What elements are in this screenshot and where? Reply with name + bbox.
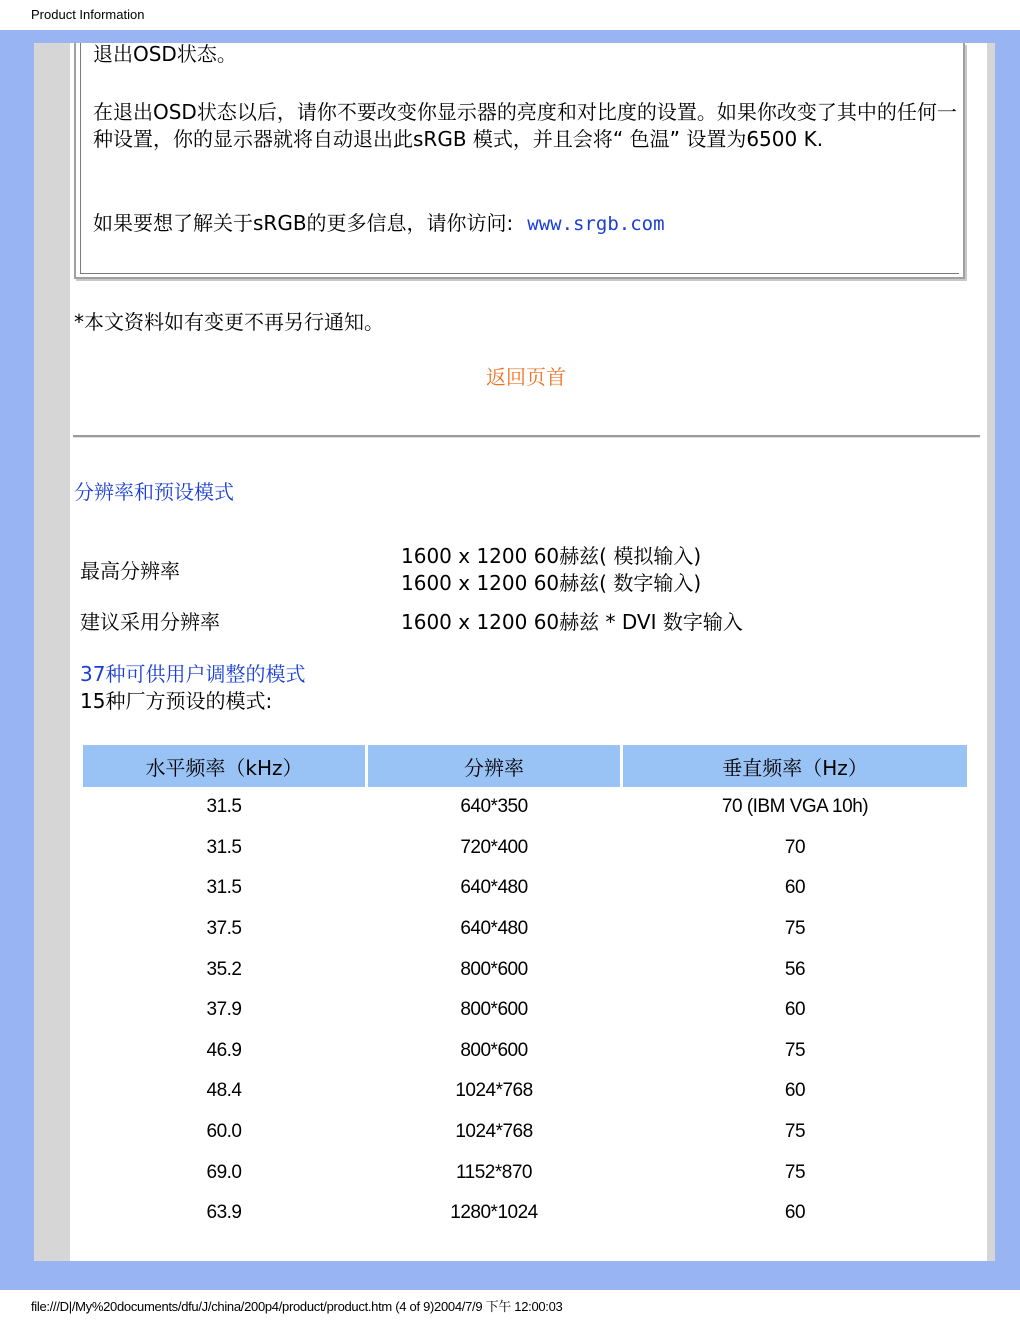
cell-hfreq: 35.2: [206, 958, 242, 980]
left-margin-panel: [34, 43, 70, 1261]
table-row: [83, 990, 967, 1031]
back-to-top-link[interactable]: 返回页首: [486, 365, 566, 389]
cell-hfreq: 37.9: [206, 999, 242, 1021]
cell-vfreq: 60: [784, 1080, 806, 1102]
table-row: [83, 1152, 967, 1193]
cell-resolution: 800*600: [460, 958, 528, 980]
recommended-resolution-label: 建议采用分辨率: [80, 610, 220, 634]
cell-vfreq: 60: [784, 999, 806, 1021]
table-row: [83, 1112, 967, 1153]
max-resolution-label: 最高分辨率: [80, 559, 180, 583]
cell-resolution: 800*600: [460, 999, 528, 1021]
cell-resolution: 720*400: [460, 836, 528, 858]
cell-resolution: 640*480: [460, 918, 528, 940]
header-resolution: 分辨率: [368, 745, 620, 787]
cell-hfreq: 37.5: [206, 918, 242, 940]
section-divider: [73, 435, 980, 438]
content-area: [70, 43, 987, 1261]
cell-resolution: 1024*768: [455, 1080, 533, 1102]
table-row: [83, 828, 967, 869]
table-row: [83, 1193, 967, 1234]
section-title: 分辨率和预设模式: [74, 480, 234, 504]
cell-hfreq: 69.0: [206, 1161, 242, 1183]
cell-vfreq: 75: [784, 918, 806, 940]
cell-vfreq: 75: [784, 1039, 806, 1061]
cell-hfreq: 48.4: [206, 1080, 242, 1102]
note-line-exit-osd: 退出OSD状态。: [93, 42, 237, 66]
cell-vfreq: 75: [784, 1161, 806, 1183]
cell-resolution: 1024*768: [455, 1121, 533, 1143]
srgb-note-box: [74, 43, 965, 279]
srgb-link[interactable]: www.srgb.com: [527, 213, 665, 235]
cell-vfreq: 60: [784, 877, 806, 899]
cell-hfreq: 31.5: [206, 877, 242, 899]
table-row: [83, 787, 967, 828]
change-notice: *本文资料如有变更不再另行通知。: [74, 310, 384, 334]
preset-modes-subtitle: 15种厂方预设的模式:: [80, 689, 273, 713]
page-footer-path: file:///D|/My%20documents/dfu/J/china/200p4/product/product.htm (4 of 9)2004/7/9 下午 12:00:03: [31, 1299, 563, 1314]
note-paragraph-settings: 在退出OSD状态以后，请你不要改变你显示器的亮度和对比度的设置。如果你改变了其中的任何一种设置，你的显示器就将自动退出此sRGB 模式，并且会将“ 色温” 设置为6500 K.: [93, 100, 957, 151]
cell-vfreq: 60: [784, 1202, 806, 1224]
table-row: [83, 868, 967, 909]
table-row: [83, 909, 967, 950]
cell-vfreq: 75: [784, 1121, 806, 1143]
table-row: [83, 1031, 967, 1072]
cell-hfreq: 31.5: [206, 796, 242, 818]
cell-resolution: 1280*1024: [450, 1202, 538, 1224]
cell-vfreq: 70 (IBM VGA 10h): [721, 796, 869, 818]
max-resolution-digital: 1600 x 1200 60赫兹( 数字输入): [401, 571, 702, 595]
table-header-row: [83, 745, 967, 787]
preset-modes-table: [80, 745, 970, 1234]
cell-hfreq: 31.5: [206, 836, 242, 858]
header-horizontal-frequency: 水平频率（kHz）: [83, 745, 365, 787]
user-modes-title: 37种可供用户调整的模式: [80, 662, 306, 686]
page-header-title: Product Information: [31, 7, 145, 22]
header-vertical-frequency: 垂直频率（Hz）: [623, 745, 967, 787]
srgb-note-inner: [80, 43, 959, 274]
right-margin-panel: [987, 43, 995, 1261]
cell-resolution: 800*600: [460, 1039, 528, 1061]
cell-hfreq: 60.0: [206, 1121, 242, 1143]
cell-hfreq: 46.9: [206, 1039, 242, 1061]
cell-vfreq: 70: [784, 836, 806, 858]
max-resolution-analog: 1600 x 1200 60赫兹( 模拟输入): [401, 544, 702, 568]
note-more-info-text: 如果要想了解关于sRGB的更多信息，请你访问:: [93, 211, 514, 235]
note-line-more-info: [93, 210, 665, 238]
cell-resolution: 640*350: [460, 796, 528, 818]
recommended-resolution-value: 1600 x 1200 60赫兹 * DVI 数字输入: [401, 610, 743, 634]
cell-vfreq: 56: [784, 958, 806, 980]
cell-hfreq: 63.9: [206, 1202, 242, 1224]
table-row: [83, 1071, 967, 1112]
cell-resolution: 640*480: [460, 877, 528, 899]
cell-resolution: 1152*870: [456, 1161, 532, 1183]
table-row: [83, 949, 967, 990]
